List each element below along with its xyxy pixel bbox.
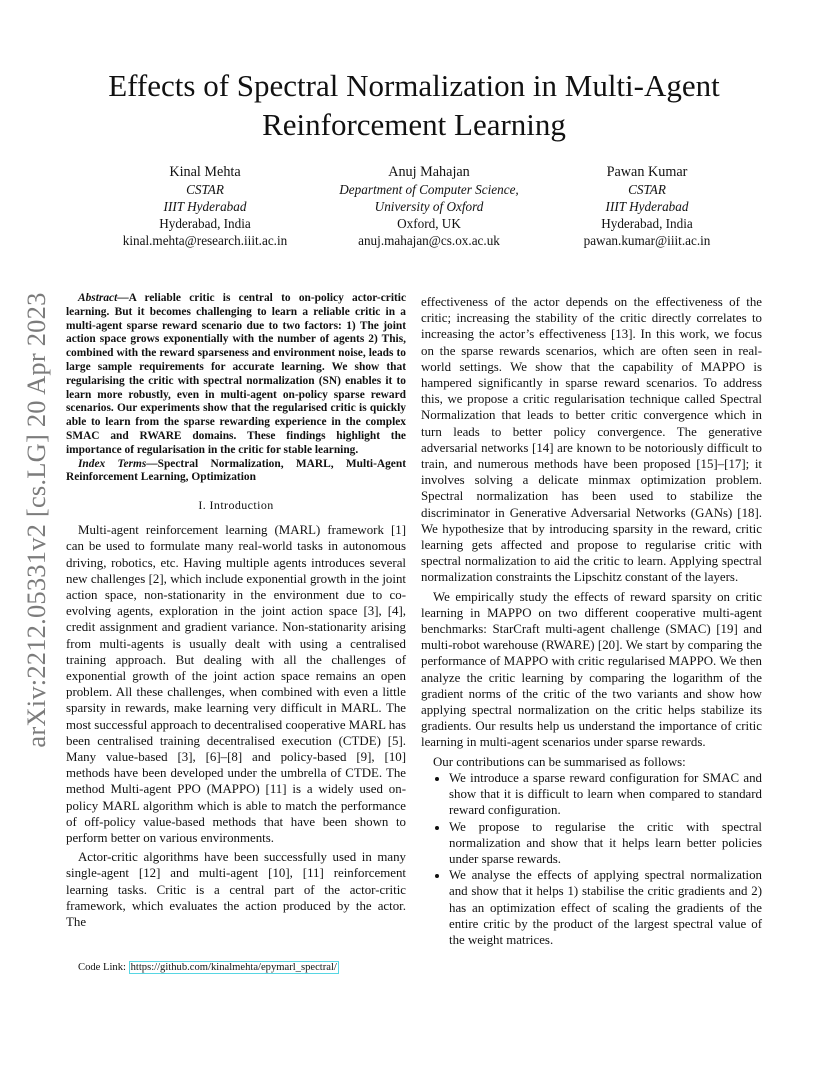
author-email: anuj.mahajan@cs.ox.ac.uk (358, 233, 500, 248)
intro-paragraph-2: Actor-critic algorithms have been successfully used in many single-agent [12] and multi-agent [10], [11] reinforcement learning tasks. Critic is a central part of the actor-critic framework, which evaluates the action produced by the actor. The (66, 850, 406, 930)
author-affiliation: CSTAR (186, 182, 224, 197)
footnote (78, 961, 339, 975)
list-item: • We propose to regularise the critic with spectral normalization and show that it helps learn better policies under sparse rewards. (449, 819, 762, 868)
index-terms (66, 458, 406, 486)
index-terms-lead: Index Terms (78, 457, 147, 470)
author-affiliation: University of Oxford (374, 199, 484, 214)
author-email: kinal.mehta@research.iiit.ac.in (122, 233, 288, 248)
author-affiliation: IIIT Hyderabad (163, 199, 247, 214)
author-name: Pawan Kumar (606, 164, 688, 180)
author-block-1 (110, 164, 300, 249)
section-heading: I. Introduction (198, 498, 274, 513)
index-terms-text: —Spectral Normalization, MARL, Multi-Agent Reinforcement Learning, Optimization (66, 457, 406, 484)
arxiv-watermark: arXiv:2212.05331v2 [cs.LG] 20 Apr 2023 (21, 292, 51, 748)
abstract-text: —A reliable critic is central to on-policy actor-critic learning. But it becomes challenging to learn a reliable critic in a multi-agent sparse reward scenario due to two factors: 1) The joint action space grows exponentially with the number of agents 2) This, combined with the reward sparseness and environment noise, leads to large sample requirements for accurate learning. We show that regularising the critic with spectral normalization (SN) enables it to learn more robustly, even in multi-agent on-policy sparse reward scenarios. Our experiments show that the regularised critic is quickly able to learn from the sparse rewarding experience in the complex SMAC and RWARE domains. These findings highlight the importance of regularisation in the critic for stable learning. (66, 292, 406, 456)
footnote-label: Code Link: (78, 962, 129, 973)
list-item: • We introduce a sparse reward configuration for SMAC and show that it is difficult to learn when compared to standard reward configuration. (449, 770, 762, 819)
author-block-3 (568, 164, 726, 249)
author-affiliation: Department of Computer Science, (339, 182, 519, 197)
code-link[interactable]: https://github.com/kinalmehta/epymarl_spectral/ (130, 962, 337, 973)
right-paragraph-3: Our contributions can be summarised as follows: (433, 754, 686, 769)
author-block-2 (318, 164, 540, 249)
left-column (66, 292, 406, 930)
right-paragraph-1: effectiveness of the actor depends on the effectiveness of the critic; increasing the stability of the critic directly correlates to increasing the actor’s effectiveness [13]. In this work, we focus on the sparse rewards scenarios, which are often seen in real-world settings. We show that the capability of MAPPO is hampered significantly in sparse reward scenarios. To address this, we propose a critic regularisation technique called Spectral Normalization that leads to better critic convergence which in turn leads to better policy convergence. The generative adversarial networks [14] are known to be notoriously difficult to train, and numerous methods have been proposed [15]–[17]; it involves solving a delicate minmax optimization problem. Spectral normalization has been used to stabilize the discriminator in Generative Adversarial Networks (GANs) [18]. We hypothesize that by introducing sparsity in the reward, critic learning gets affected and propose to regularise critic with spectral normalization to aid the critic to learn. Applying spectral normalization constraints the Lipschitz constant of the layers. (421, 295, 762, 585)
author-email: pawan.kumar@iiit.ac.in (583, 233, 711, 248)
author-city: Oxford, UK (397, 216, 461, 231)
author-name: Anuj Mahajan (388, 164, 470, 180)
author-name: Kinal Mehta (169, 164, 241, 180)
contributions-list (421, 770, 762, 948)
author-affiliation: IIIT Hyderabad (605, 199, 689, 214)
abstract (66, 292, 406, 458)
author-city: Hyderabad, India (601, 216, 693, 231)
list-item: • We analyse the effects of applying spectral normalization and show that it helps 1) stabilise the critic gradients and 2) has an optimization effect of scaling the gradients of the entire critic by the product of the largest spectral value of the weight matrices. (449, 867, 762, 948)
right-paragraph-2: We empirically study the effects of reward sparsity on critic learning in MAPPO on two different cooperative multi-agent benchmarks: StarCraft multi-agent challenge (SMAC) [19] and multi-robot warehouse (RWARE) [20]. We start by comparing the performance of MAPPO with critic regularised MAPPO. We then analyze the critic learning by comparing the logarithm of the gradient norms of the critic of the two variants and show how applying spectral normalization on the critic helps stabilize its gradients. Our results help us understand the importance of critic learning in multi-agent scenarios under sparse rewards. (421, 589, 762, 750)
author-affiliation: CSTAR (628, 182, 666, 197)
author-city: Hyderabad, India (159, 216, 251, 231)
abstract-lead: Abstract (78, 292, 118, 304)
intro-paragraph-1: Multi-agent reinforcement learning (MARL) framework [1] can be used to formulate many real-world tasks in autonomous driving, robotics, etc. Having multiple agents introduces several new challenges [2], which include exponential growth in the joint action space, non-stationarity in the environment due to co-evolving agents, exploration in the joint action space [3], [4], credit assignment and gradient variance. Non-stationarity arising from multi-agents is usually dealt with using a centralised training approach. But dealing with all the challenges of exponential growth of the joint action space remains an open problem. All these challenges, when combined with even a little sparsity in rewards, make learning very difficult in MARL. The most successful approach to decentralised cooperative MARL has been centralised training decentralised execution (CTDE) [5]. Many value-based [3], [6]–[8] and policy-based [9], [10] methods have been developed under the umbrella of CTDE. The method Multi-agent PPO (MAPPO) [11] is a widely used on-policy MARL algorithm which is able to match the performance of off-policy value-based methods that have been shown to perform better on various environments. (66, 523, 406, 846)
paper-title: Effects of Spectral Normalization in Multi-Agent Reinforcement Learning (108, 68, 720, 142)
right-column (421, 294, 762, 948)
